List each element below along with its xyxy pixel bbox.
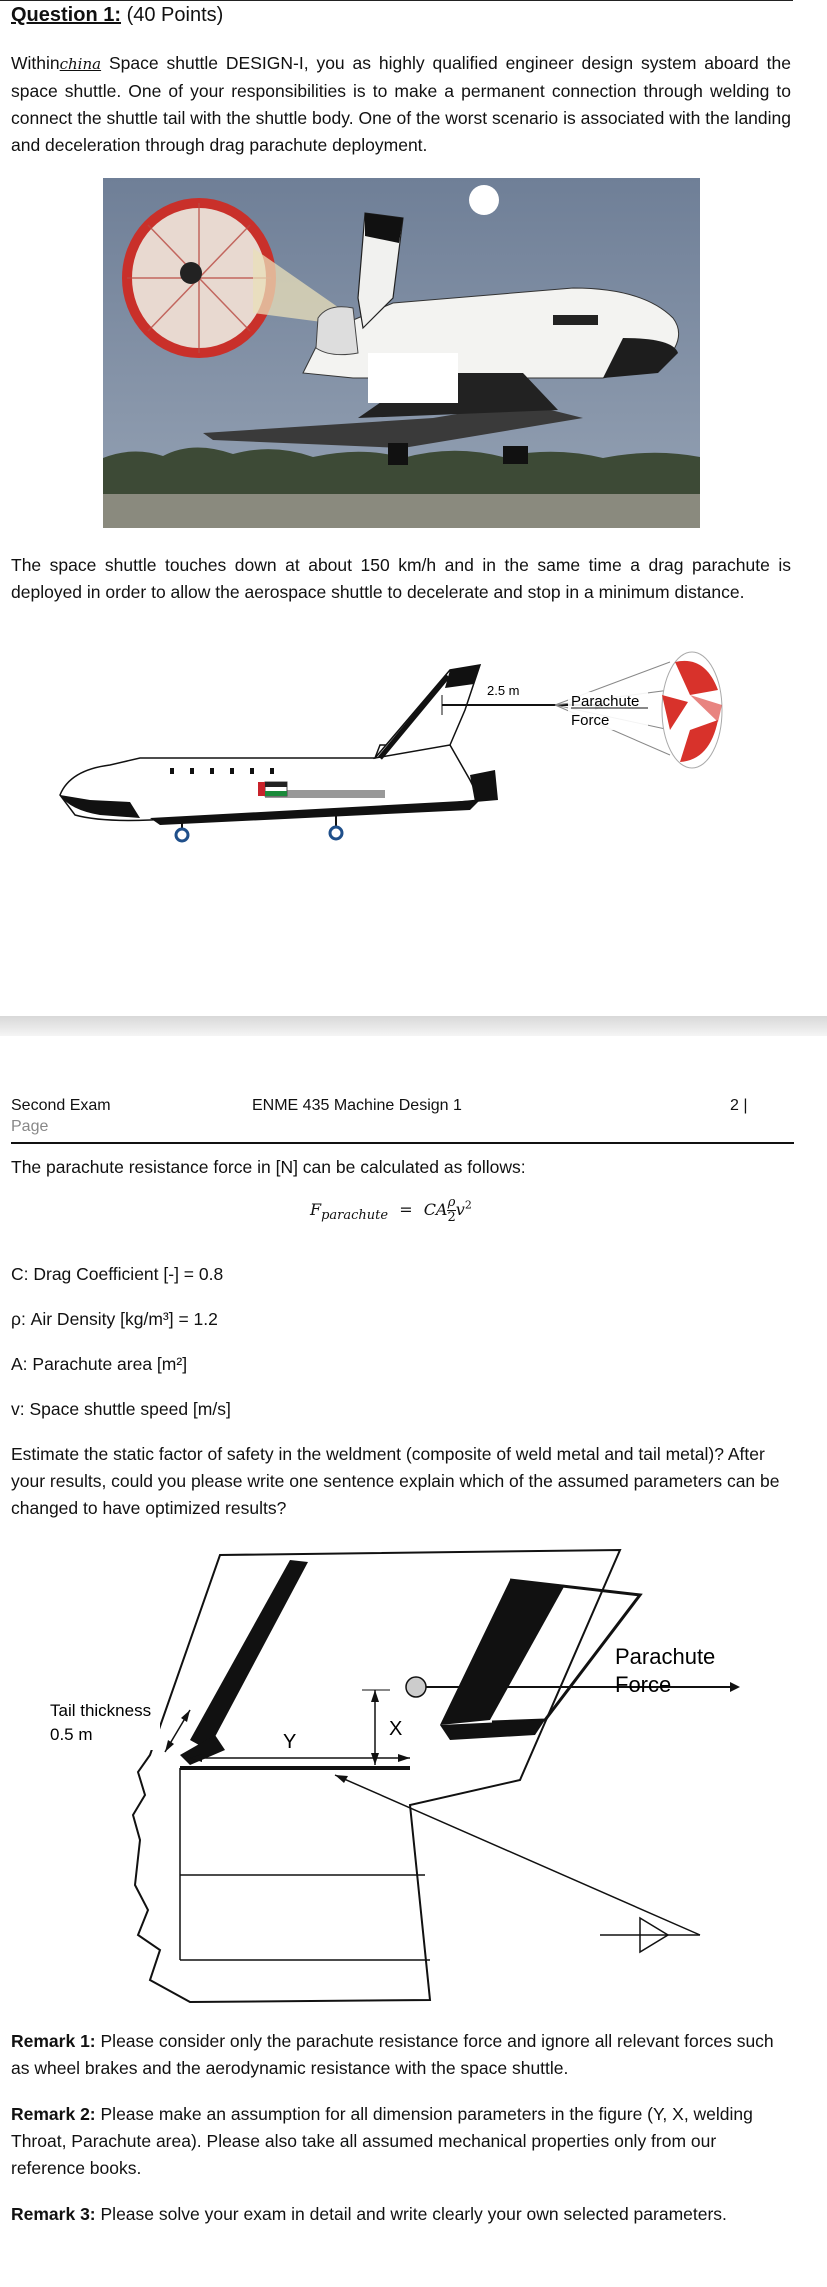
dim-x-label: X <box>389 1718 403 1740</box>
param-rho: ρ: Air Density [kg/m³] = 1.2 <box>11 1309 218 1329</box>
param-v: v: Space shuttle speed [m/s] <box>11 1399 231 1419</box>
question-points: (40 Points) <box>126 4 224 26</box>
header-left: Second Exam <box>11 1097 111 1114</box>
formula-numerator: ρ <box>447 1195 456 1210</box>
formula-denominator: 2 <box>447 1210 456 1225</box>
force-label-line2: Force <box>571 712 610 729</box>
header-page-number: 2 | <box>730 1097 748 1114</box>
remark-2-label: Remark 2: <box>11 2104 96 2124</box>
formula-ca: CA <box>423 1200 448 1219</box>
formula-subscript: parachute <box>321 1208 389 1224</box>
force-label-line1: Parachute <box>615 1644 716 1669</box>
formula-exponent: 2 <box>464 1198 472 1212</box>
question-title <box>11 4 223 27</box>
remark-1-label: Remark 1: <box>11 2031 96 2051</box>
estimate-paragraph: Estimate the static factor of safety in the weldment (composite of weld metal and tail metal)? After your results, could you please write one sentence explain which of the assumed parameters can be changed to have optimized results? <box>11 1444 780 1518</box>
intro-prefix: Within <box>11 53 60 73</box>
question-label: Question 1: <box>11 4 122 26</box>
page-one <box>0 0 827 1016</box>
intro-paragraph <box>11 50 791 159</box>
drag-formula <box>310 1196 472 1225</box>
tail-thickness-label: Tail thickness <box>50 1701 152 1720</box>
formula-lhs: F <box>310 1200 322 1219</box>
formula-equals: = <box>399 1200 413 1219</box>
force-label-line2: Force <box>615 1672 672 1697</box>
formula-fraction <box>447 1196 455 1225</box>
remark-2 <box>11 2101 791 2182</box>
remark-1-text: Please consider only the parachute resistance force and ignore all relevant forces such as wheel brakes and the aerodynamic resistance with the space shuttle. <box>11 2031 774 2078</box>
tail-weld-diagram <box>40 1540 740 2010</box>
touchdown-paragraph: The space shuttle touches down at about 150 km/h and in the same time a drag parachute is deployed in order to allow the aerospace shuttle to decelerate and stop in a minimum distance. <box>11 555 791 602</box>
distance-label: 2.5 m <box>487 683 520 698</box>
param-a: A: Parachute area [m²] <box>11 1354 188 1374</box>
shuttle-landing-photo <box>103 178 700 528</box>
shuttle-side-diagram <box>50 650 750 865</box>
header-center: ENME 435 Machine Design 1 <box>252 1097 462 1114</box>
remark-3-label: Remark 3: <box>11 2204 96 2224</box>
force-intro: The parachute resistance force in [N] can be calculated as follows: <box>11 1157 526 1177</box>
formula-v: v <box>455 1200 465 1219</box>
dim-y-label: Y <box>283 1731 297 1753</box>
remark-2-text: Please make an assumption for all dimension parameters in the figure (Y, X, welding Throat, Parachute area). Please also take all assumed mechanical properties only from our reference books. <box>11 2104 753 2178</box>
page-separator <box>0 1016 827 1036</box>
tail-thickness-value: 0.5 m <box>50 1725 93 1744</box>
handwritten-word: china <box>59 55 102 73</box>
force-label-line1: Parachute <box>571 693 640 710</box>
remark-1 <box>11 2028 791 2082</box>
top-rule <box>0 0 793 1</box>
param-c: C: Drag Coefficient [-] = 0.8 <box>11 1264 224 1284</box>
intro-text: Space shuttle DESIGN-I, you as highly qualified engineer design system aboard the space shuttle. One of your responsibilities is to make a permanent connection through welding to connect the shuttle tail with the shuttle body. One of the worst scenario is associated with the landing and deceleration through drag parachute deployment. <box>11 53 791 155</box>
header-left-sub: Page <box>11 1118 49 1135</box>
remark-3-text: Please solve your exam in detail and write clearly your own selected parameters. <box>95 2204 727 2224</box>
header-rule <box>11 1142 794 1144</box>
remark-3 <box>11 2201 791 2228</box>
